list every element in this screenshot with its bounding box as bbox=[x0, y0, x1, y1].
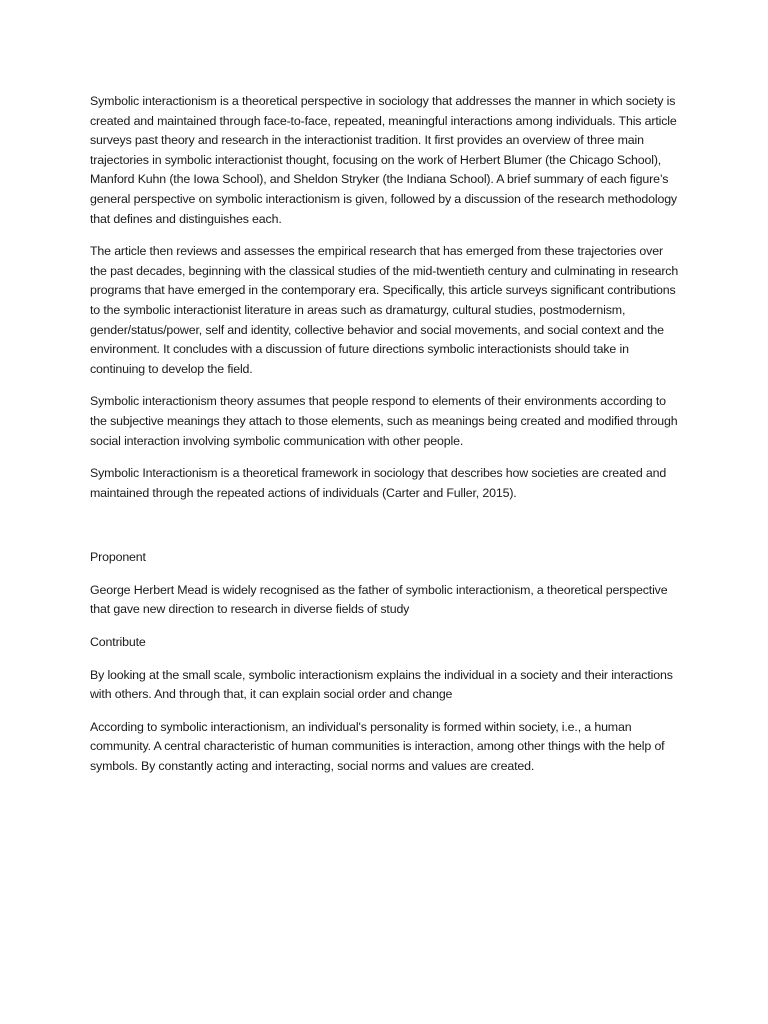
contribute-paragraph-1: By looking at the small scale, symbolic interactionism explains the individual in a society and their interactions with others. And through that, it can explain social order and change bbox=[90, 667, 673, 702]
proponent-heading: Proponent bbox=[90, 550, 146, 565]
intro-paragraph-1: Symbolic interactionism is a theoretical perspective in sociology that addresses the manner in which society is created and maintained through face-to-face, repeated, meaningful interactions among individuals. This article surveys past theory and research in the interactionist tradition. It first provides an overview of three main trajectories in symbolic interactionist thought, focusing on the work of Herbert Blumer (the Chicago School), Manford Kuhn (the Iowa School), and Sheldon Stryker (the Indiana School). A brief summary of each figure’s general perspective on symbolic interactionism is given, followed by a discussion of the research methodology that defines and distinguishes each. bbox=[90, 94, 677, 226]
intro-paragraph-4: Symbolic Interactionism is a theoretical framework in sociology that describes how societies are created and maintained through the repeated actions of individuals (Carter and Fuller, 2015). bbox=[90, 466, 667, 500]
intro-paragraph-2: The article then reviews and assesses the empirical research that has emerged from these trajectories over the past decades, beginning with the classical studies of the mid-twentieth century and culminating in research programs that have emerged in the contemporary era. Specifically, this article surveys significant contributions to the symbolic interactionist literature in areas such as dramaturgy, cultural studies, postmodernism, gender/status/power, self and identity, collective behavior and social movements, and social context and the environment. It concludes with a discussion of future directions symbolic interactionists should take in continuing to develop the field. bbox=[90, 244, 679, 376]
contribute-paragraph-2: According to symbolic interactionism, an individual's personality is formed within society, i.e., a human community. A central characteristic of human communities is interaction, among other things with the help of symbols. By constantly acting and interacting, social norms and values are created. bbox=[90, 719, 665, 774]
section-spacer bbox=[90, 516, 680, 548]
intro-paragraph-3: Symbolic interactionism theory assumes that people respond to elements of their environments according to the subjective meanings they attach to those elements, such as meanings being created and modified through social interaction involving symbolic communication with other people. bbox=[90, 394, 678, 448]
document-body bbox=[90, 92, 680, 790]
contribute-heading: Contribute bbox=[90, 635, 146, 650]
proponent-paragraph: George Herbert Mead is widely recognised as the father of symbolic interactionism, a theoretical perspective that gave new direction to research in diverse fields of study bbox=[90, 582, 668, 617]
